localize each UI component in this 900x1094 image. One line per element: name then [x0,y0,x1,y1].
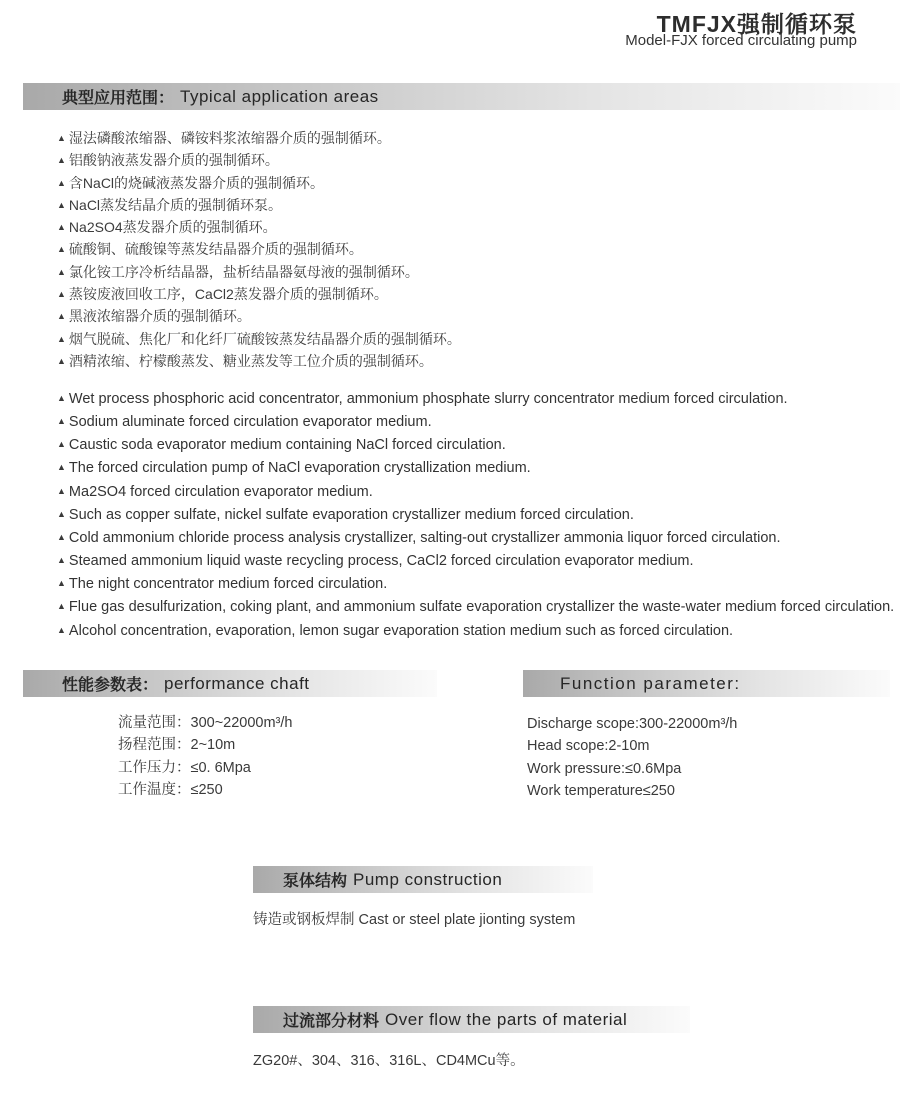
section-header-pump-construction [253,866,593,893]
application-item-cn [57,305,461,327]
section-heading-en: Function parameter: [560,673,741,693]
section-heading-en: Typical application areas [180,86,379,106]
section-heading-cn: 过流部分材料 [283,1013,380,1030]
triangle-bullet-icon: ▲ [57,416,66,427]
param-value: 300~22000m³/h [190,715,293,731]
param-label: 工作温度： [118,781,191,798]
application-item-en-text: Ma2SO4 forced circulation evaporator medium. [68,483,373,500]
application-item-en [57,572,894,595]
triangle-bullet-icon: ▲ [57,199,66,210]
section-header-function-parameter [523,670,890,697]
application-item-cn-text: Na2SO4蒸发器介质的强制循环。 [68,219,277,236]
application-item-en-text: Caustic soda evaporator medium containing NaCl forced circulation. [68,437,506,454]
triangle-bullet-icon: ▲ [57,555,66,566]
application-item-cn-text: 酒精浓缩、柠檬酸蒸发、糖业蒸发等工位介质的强制循环。 [68,352,433,369]
param-row: Work pressure:≤0.6Mpa [527,760,682,777]
section-header-typical-applications [23,83,900,110]
triangle-bullet-icon: ▲ [57,531,66,542]
application-item-en [57,503,894,526]
param-row [118,779,292,801]
application-item-en-text: Cold ammonium chloride process analysis crystallizer, salting-out crystallizer ammonia liquor forced circulation. [68,529,781,546]
param-label: 工作压力： [118,759,191,776]
application-item-en-text: Alcohol concentration, evaporation, lemon sugar evaporation station medium such as forced circulation. [68,622,734,639]
application-item-cn-text: 含NaCl的烧碱液蒸发器介质的强制循环。 [68,174,325,191]
section-header-performance-chart [23,670,437,697]
application-item-cn [57,127,461,149]
section-heading-cn: 泵体结构 [283,873,348,890]
section-header-flow-materials [253,1006,690,1033]
triangle-bullet-icon: ▲ [57,266,66,277]
section-heading-en: performance chaft [164,673,310,693]
triangle-bullet-icon: ▲ [57,133,66,143]
application-item-cn-text: 氯化铵工序冷析结晶器，盐析结晶器氨母液的强制循环。 [68,263,419,280]
performance-params-chinese [118,712,292,801]
triangle-bullet-icon: ▲ [57,177,66,188]
application-item-cn [57,238,461,260]
application-item-cn-text: 黑液浓缩器介质的强制循环。 [68,308,251,325]
application-list-english [57,387,894,642]
param-row: Discharge scope:300-22000m³/h [527,716,738,732]
application-item-cn-text: NaCl蒸发结晶介质的强制循环泵。 [68,196,283,213]
application-item-en-text: The night concentrator medium forced circulation. [68,576,388,593]
application-item-cn [57,283,461,305]
application-item-en-text: Sodium aluminate forced circulation evaporator medium. [68,414,432,431]
application-item-en-text: Steamed ammonium liquid waste recycling process, CaCl2 forced circulation evaporator medium. [68,553,694,570]
application-item-en [57,410,894,433]
triangle-bullet-icon: ▲ [57,485,66,496]
section-heading-en: Pump construction [353,869,503,889]
triangle-bullet-icon: ▲ [57,333,66,344]
application-item-en [57,595,894,618]
application-item-cn [57,261,461,283]
application-item-cn [57,172,461,194]
application-item-en [57,433,894,456]
document-subtitle: Model-FJX forced circulating pump [625,32,857,49]
application-item-cn-text: 铝酸钠液蒸发器介质的强制循环。 [68,152,279,169]
construction-description: 铸造或钢板焊制 Cast or steel plate jionting system [253,912,576,928]
section-heading-cn: 典型应用范围： [62,90,175,107]
application-item-en-text: The forced circulation pump of NaCl evaporation crystallization medium. [68,460,531,477]
triangle-bullet-icon: ▲ [57,222,66,233]
param-value: ≤0. 6Mpa [190,759,251,776]
application-item-cn [57,149,461,171]
triangle-bullet-icon: ▲ [57,244,66,255]
param-value: 2~10m [190,737,236,754]
application-item-cn-text: 硫酸铜、硫酸镍等蒸发结晶器介质的强制循环。 [68,241,363,258]
application-item-cn-text: 湿法磷酸浓缩器、磷铵料浆浓缩器介质的强制循环。 [68,130,391,146]
param-value: ≤250 [190,781,223,798]
param-row [118,712,292,734]
application-item-cn-text: 烟气脱硫、焦化厂和化纤厂硫酸铵蒸发结晶器介质的强制循环。 [68,330,461,347]
triangle-bullet-icon: ▲ [57,311,66,322]
application-item-cn [57,216,461,238]
application-item-cn-text: 蒸铵废液回收工序，CaCl2蒸发器介质的强制循环。 [68,286,388,303]
application-item-cn [57,194,461,216]
param-row [118,757,292,779]
triangle-bullet-icon: ▲ [57,393,66,403]
application-item-en [57,456,894,479]
application-item-en [57,549,894,572]
application-list-chinese [57,127,461,372]
application-item-cn [57,350,461,372]
document-title: TMFJX强制循环泵 [656,11,857,37]
application-item-en [57,480,894,503]
application-item-en [57,387,894,410]
param-row: Head scope:2-10m [527,738,650,755]
param-row: Work temperature≤250 [527,782,675,799]
param-row [118,734,292,756]
application-item-en-text: Wet process phosphoric acid concentrator, ammonium phosphate slurry concentrator medium forced circulation. [68,391,788,407]
triangle-bullet-icon: ▲ [57,601,66,612]
triangle-bullet-icon: ▲ [57,155,66,166]
triangle-bullet-icon: ▲ [57,462,66,473]
param-label: 扬程范围： [118,737,191,754]
section-heading-cn: 性能参数表： [62,677,159,694]
triangle-bullet-icon: ▲ [57,439,66,450]
section-heading-en: Over flow the parts of material [385,1009,628,1029]
triangle-bullet-icon: ▲ [57,508,66,519]
triangle-bullet-icon: ▲ [57,578,66,589]
application-item-en [57,619,894,642]
application-item-en-text: Flue gas desulfurization, coking plant, and ammonium sulfate evaporation crystallizer the waste-water medium forced circulation. [68,599,895,616]
triangle-bullet-icon: ▲ [57,355,66,366]
function-params-english [527,713,737,802]
triangle-bullet-icon: ▲ [57,289,66,300]
application-item-en-text: Such as copper sulfate, nickel sulfate evaporation crystallizer medium forced circulation. [68,506,634,523]
application-item-en [57,526,894,549]
application-item-cn [57,328,461,350]
materials-list: ZG20#、304、316、316L、CD4MCu等。 [253,1053,525,1069]
triangle-bullet-icon: ▲ [57,624,66,635]
param-label: 流量范围： [118,715,191,731]
